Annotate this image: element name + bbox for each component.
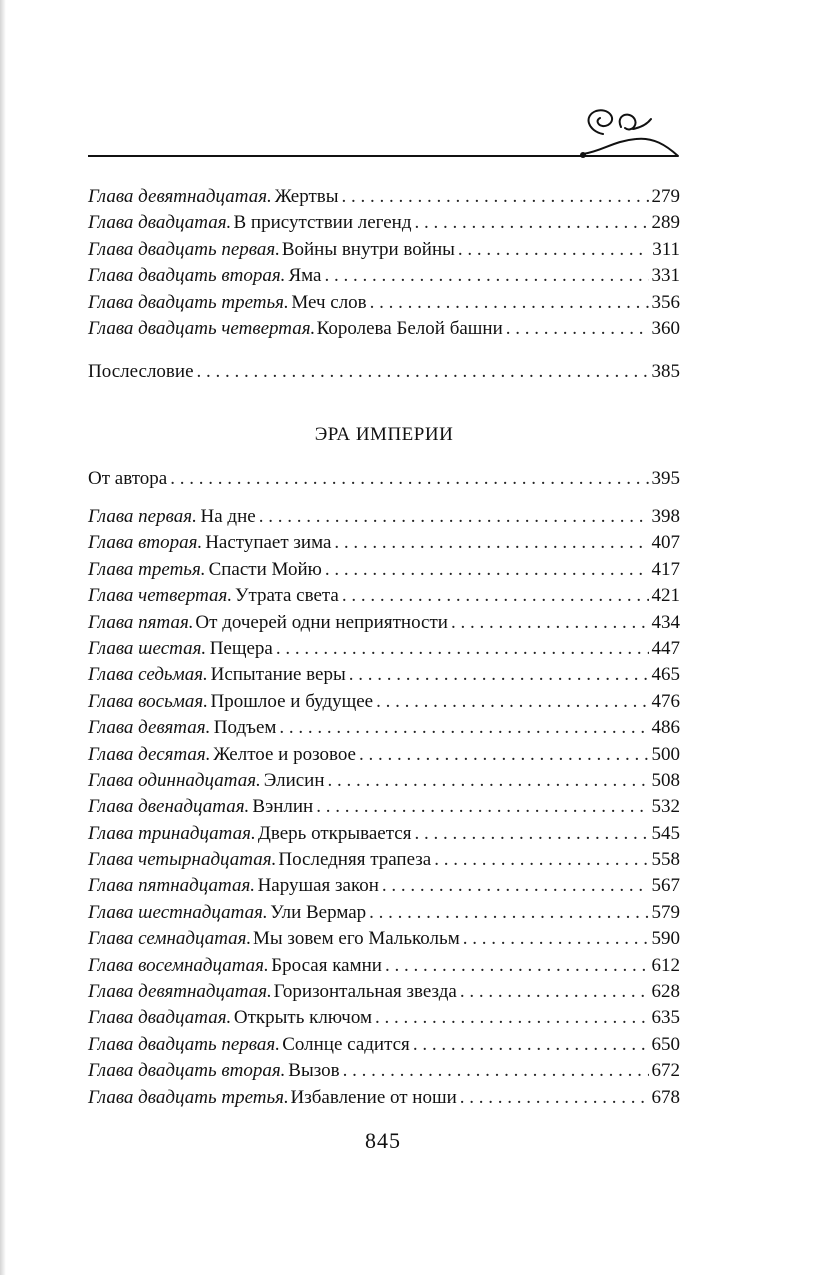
dot-leader xyxy=(334,532,648,554)
toc-part-1 xyxy=(88,186,680,344)
chapter-title: Наступает зима xyxy=(205,532,332,554)
flourish-ornament-icon xyxy=(583,110,678,156)
chapter-title: Открыть ключом xyxy=(233,1007,373,1029)
toc-entry[interactable] xyxy=(88,292,680,318)
entry-page: 360 xyxy=(651,317,680,339)
chapter-label: Глава вторая. xyxy=(88,532,203,554)
toc-entry[interactable] xyxy=(88,875,680,901)
toc-entry[interactable] xyxy=(88,186,680,212)
entry-page: 407 xyxy=(651,532,680,554)
chapter-label: Глава двадцатая. xyxy=(88,1007,232,1029)
chapter-label: Глава девятнадцатая. xyxy=(88,186,272,207)
dot-leader xyxy=(276,638,649,660)
chapter-title: В присутствии легенд xyxy=(233,212,412,234)
dot-leader xyxy=(349,664,649,686)
entry-page: 628 xyxy=(651,981,680,1003)
toc-entry[interactable] xyxy=(88,849,680,875)
dot-leader xyxy=(460,1087,649,1109)
toc-entry-afterword[interactable] xyxy=(88,361,680,387)
dot-leader xyxy=(385,955,649,977)
chapter-label: Глава девятнадцатая. xyxy=(88,981,272,1003)
chapter-title: Последняя трапеза xyxy=(278,849,432,871)
toc-entry[interactable] xyxy=(88,265,680,291)
entry-page: 279 xyxy=(651,186,680,207)
entry-page: 331 xyxy=(651,265,680,287)
toc-entry[interactable] xyxy=(88,796,680,822)
entry-page: 398 xyxy=(651,506,680,527)
entry-page: 545 xyxy=(651,822,680,844)
toc-entry[interactable] xyxy=(88,955,680,981)
chapter-label: Глава двадцать первая. xyxy=(88,1033,281,1055)
dot-leader xyxy=(316,796,648,818)
chapter-title: Спасти Мойю xyxy=(208,558,322,580)
entry-page: 385 xyxy=(651,361,680,382)
dot-leader xyxy=(463,928,649,950)
chapter-label: Глава восемнадцатая. xyxy=(88,954,269,976)
chapter-label: Глава шестая. xyxy=(88,637,207,659)
entry-page: 590 xyxy=(651,928,680,950)
toc-entry[interactable] xyxy=(88,506,680,532)
dot-leader xyxy=(197,361,649,383)
entry-page: 486 xyxy=(651,717,680,739)
chapter-title: Подъем xyxy=(213,717,277,739)
entry-page: 532 xyxy=(651,796,680,818)
chapter-title: Горизонтальная звезда xyxy=(273,981,457,1003)
dot-leader xyxy=(375,1007,648,1029)
dot-leader xyxy=(382,875,649,897)
chapter-title: Мы зовем его Малькольм xyxy=(253,928,460,950)
toc-afterword xyxy=(88,361,680,387)
dot-leader xyxy=(451,612,649,634)
chapter-label: Глава двадцать вторая. xyxy=(88,265,286,287)
toc-entry[interactable] xyxy=(88,770,680,796)
chapter-label: Глава двадцать четвертая. xyxy=(88,317,316,339)
dot-leader xyxy=(506,318,649,340)
dot-leader xyxy=(342,186,649,208)
chapter-title: Дверь открывается xyxy=(257,822,412,844)
entry-page: 567 xyxy=(651,875,680,897)
chapter-label: Глава пятая. xyxy=(88,611,194,633)
page-number: 845 xyxy=(365,1128,401,1153)
chapter-title: Нарушая закон xyxy=(257,875,379,897)
toc-entry[interactable] xyxy=(88,532,680,558)
chapter-title: Желтое и розовое xyxy=(213,743,356,765)
entry-page: 500 xyxy=(651,743,680,765)
chapter-label: Глава седьмая. xyxy=(88,664,208,686)
entry-page: 417 xyxy=(651,558,680,580)
toc-entry[interactable] xyxy=(88,1060,680,1086)
chapter-label: Глава десятая. xyxy=(88,743,211,765)
entry-page: 311 xyxy=(652,238,680,260)
dot-leader xyxy=(376,691,648,713)
entry-page: 465 xyxy=(651,664,680,686)
toc-entry[interactable] xyxy=(88,559,680,585)
entry-page: 612 xyxy=(651,954,680,976)
dot-leader xyxy=(415,212,649,234)
entry-page: 447 xyxy=(651,637,680,659)
chapter-label: Глава третья. xyxy=(88,558,206,580)
chapter-label: Глава пятнадцатая. xyxy=(88,875,256,897)
chapter-label: Глава двадцать первая. xyxy=(88,238,281,260)
toc-entry[interactable] xyxy=(88,823,680,849)
chapter-label: Глава четырнадцатая. xyxy=(88,849,277,871)
chapter-label: Глава одиннадцатая. xyxy=(88,769,261,791)
toc-entry[interactable] xyxy=(88,585,680,611)
chapter-label: Глава тринадцатая. xyxy=(88,822,256,844)
page-edge-shadow xyxy=(0,0,6,1275)
dot-leader xyxy=(460,981,649,1003)
ornamental-header-rule xyxy=(88,101,680,161)
toc-entry[interactable] xyxy=(88,717,680,743)
entry-page: 672 xyxy=(651,1060,680,1082)
chapter-label: Глава двадцатая. xyxy=(88,212,232,234)
entry-page: 395 xyxy=(651,468,680,489)
dot-leader xyxy=(325,559,649,581)
toc-entry[interactable] xyxy=(88,928,680,954)
chapter-title: Элисин xyxy=(263,769,325,791)
chapter-title: Пещера xyxy=(209,637,273,659)
chapter-title: От дочерей одни неприятности xyxy=(195,611,448,633)
entry-page: 508 xyxy=(651,769,680,791)
chapter-label: Глава девятая. xyxy=(88,717,211,739)
chapter-label: Глава двадцать третья. xyxy=(88,1086,289,1108)
entry-page: 635 xyxy=(651,1007,680,1029)
dot-leader xyxy=(279,717,648,739)
chapter-label: Глава первая. xyxy=(88,506,197,527)
toc-entry[interactable] xyxy=(88,638,680,664)
chapter-label: Глава шестнадцатая. xyxy=(88,901,268,923)
toc-entry-author-note[interactable] xyxy=(88,468,680,494)
chapter-title: Избавление от ноши xyxy=(290,1086,457,1108)
toc-entry[interactable] xyxy=(88,1087,680,1113)
chapter-title: Королева Белой башни xyxy=(316,317,503,339)
toc-entry[interactable] xyxy=(88,902,680,928)
dot-leader xyxy=(259,506,649,528)
section-title: ЭРА ИМПЕРИИ xyxy=(314,424,454,445)
entry-title: От автора xyxy=(88,468,168,489)
toc-entry[interactable] xyxy=(88,1007,680,1033)
chapter-label: Глава двадцать вторая. xyxy=(88,1060,286,1082)
chapter-title: Вызов xyxy=(288,1060,340,1082)
chapter-title: Солнце садится xyxy=(282,1033,410,1055)
toc-entry[interactable] xyxy=(88,212,680,238)
chapter-label: Глава четвертая. xyxy=(88,585,233,607)
chapter-title: Прошлое и будущее xyxy=(210,690,374,712)
chapter-title: Вэнлин xyxy=(252,796,314,818)
dot-leader xyxy=(434,849,648,871)
chapter-title: Испытание веры xyxy=(210,664,346,686)
entry-page: 476 xyxy=(651,690,680,712)
chapter-title: Яма xyxy=(288,265,322,287)
chapter-title: Жертвы xyxy=(274,186,339,207)
entry-title: Послесловие xyxy=(88,361,194,382)
toc-entry[interactable] xyxy=(88,664,680,690)
dot-leader xyxy=(328,770,649,792)
chapter-label: Глава восьмая. xyxy=(88,690,208,712)
entry-page: 579 xyxy=(651,901,680,923)
dot-leader xyxy=(342,585,649,607)
entry-page: 356 xyxy=(651,291,680,313)
dot-leader xyxy=(324,265,648,287)
entry-page: 434 xyxy=(651,611,680,633)
chapter-label: Глава двадцать третья. xyxy=(88,291,289,313)
toc-entry[interactable] xyxy=(88,691,680,717)
chapter-title: Бросая камни xyxy=(271,954,382,976)
toc-entry[interactable] xyxy=(88,744,680,770)
dot-leader xyxy=(359,744,649,766)
dot-leader xyxy=(414,823,648,845)
chapter-label: Глава двенадцатая. xyxy=(88,796,250,818)
entry-page: 558 xyxy=(651,849,680,871)
chapter-title: На дне xyxy=(200,506,256,527)
dot-leader xyxy=(370,292,649,314)
chapter-title: Меч слов xyxy=(291,291,367,313)
dot-leader xyxy=(458,239,649,261)
toc-author-note xyxy=(88,468,680,494)
entry-page: 650 xyxy=(651,1033,680,1055)
entry-page: 678 xyxy=(651,1086,680,1108)
entry-page: 289 xyxy=(651,212,680,234)
dot-leader xyxy=(170,468,648,490)
toc-part-2 xyxy=(88,506,680,1113)
dot-leader xyxy=(369,902,648,924)
chapter-title: Ули Вермар xyxy=(270,901,367,923)
toc-entry[interactable] xyxy=(88,318,680,344)
dot-leader xyxy=(413,1034,649,1056)
chapter-label: Глава семнадцатая. xyxy=(88,928,252,950)
chapter-title: Войны внутри войны xyxy=(281,238,455,260)
entry-page: 421 xyxy=(651,585,680,607)
toc-entry[interactable] xyxy=(88,1034,680,1060)
toc-entry[interactable] xyxy=(88,239,680,265)
chapter-title: Утрата света xyxy=(235,585,339,607)
dot-leader xyxy=(343,1060,649,1082)
toc-entry[interactable] xyxy=(88,981,680,1007)
toc-entry[interactable] xyxy=(88,612,680,638)
